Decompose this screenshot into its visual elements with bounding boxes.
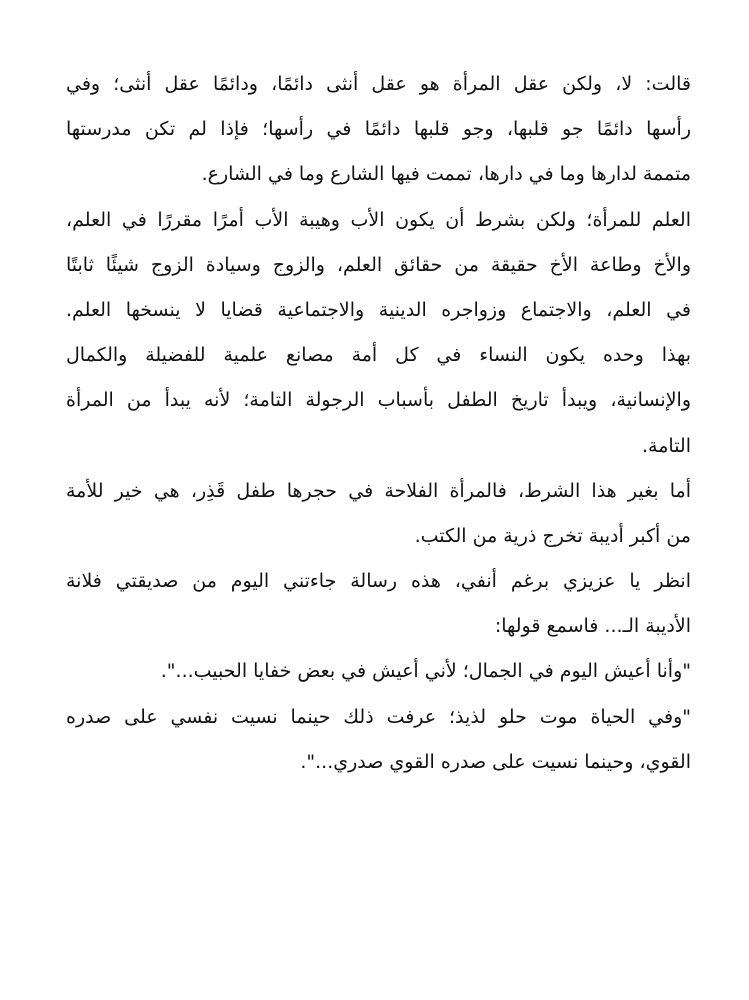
paragraph (66, 559, 691, 649)
text-line: من أكبر أديبة تخرج ذرية من الكتب. (414, 524, 691, 547)
paragraph (66, 469, 691, 559)
text-line: "وأنا أعيش اليوم في الجمال؛ لأني أعيش في بعض خفايا الحبيب...". (160, 660, 691, 683)
text-line: والإنسانية، ويبدأ تاريخ الطفل بأسباب الرجولة التامة؛ لأنه يبدأ من المرأة (66, 389, 691, 412)
paragraph (66, 649, 691, 694)
text-line: متممة لدارها وما في دارها، تممت فيها الشارع وما في الشارع. (201, 163, 691, 186)
text-line: التامة. (642, 434, 691, 457)
text-line: رأسها دائمًا جو قلبها، وجو قلبها دائمًا في رأسها؛ فإذا لم تكن مدرستها (66, 118, 691, 141)
text-line: في العلم، والاجتماع وزواجره الدينية والاجتماعية قضايا لا ينسخها العلم. (66, 298, 691, 321)
text-line: بهذا وحده يكون النساء في كل أمة مصانع علمية للفضيلة والكمال (66, 344, 691, 367)
paragraph (66, 198, 691, 334)
text-line: والأخ وطاعة الأخ حقيقة من حقائق العلم، والزوج وسيادة الزوج شيئًا ثابتًا (66, 253, 691, 276)
text-line: انظر يا عزيزي برغم أنفي، هذه رسالة جاءتني اليوم من صديقتي فلانة (66, 570, 691, 593)
text-line: أما بغير هذا الشرط، فالمرأة الفلاحة في حجرها طفل قَذِر، هي خير للأمة (66, 479, 691, 502)
paragraph (66, 62, 691, 198)
text-body (66, 62, 691, 785)
paragraph (66, 333, 691, 469)
text-line: العلم للمرأة؛ ولكن بشرط أن يكون الأب وهيبة الأب أمرًا مقررًا في العلم، (66, 208, 691, 231)
text-line: القوي، وحينما نسيت على صدره القوي صدري...". (300, 750, 691, 773)
text-line: الأديبة الـ... فاسمع قولها: (494, 615, 691, 638)
paragraph (66, 695, 691, 785)
text-line: "وفي الحياة موت حلو لذيذ؛ عرفت ذلك حينما نسيت نفسي على صدره (66, 705, 691, 728)
text-line: قالت: لا، ولكن عقل المرأة هو عقل أنثى دائمًا، ودائمًا عقل أنثى؛ وفي (66, 73, 691, 95)
